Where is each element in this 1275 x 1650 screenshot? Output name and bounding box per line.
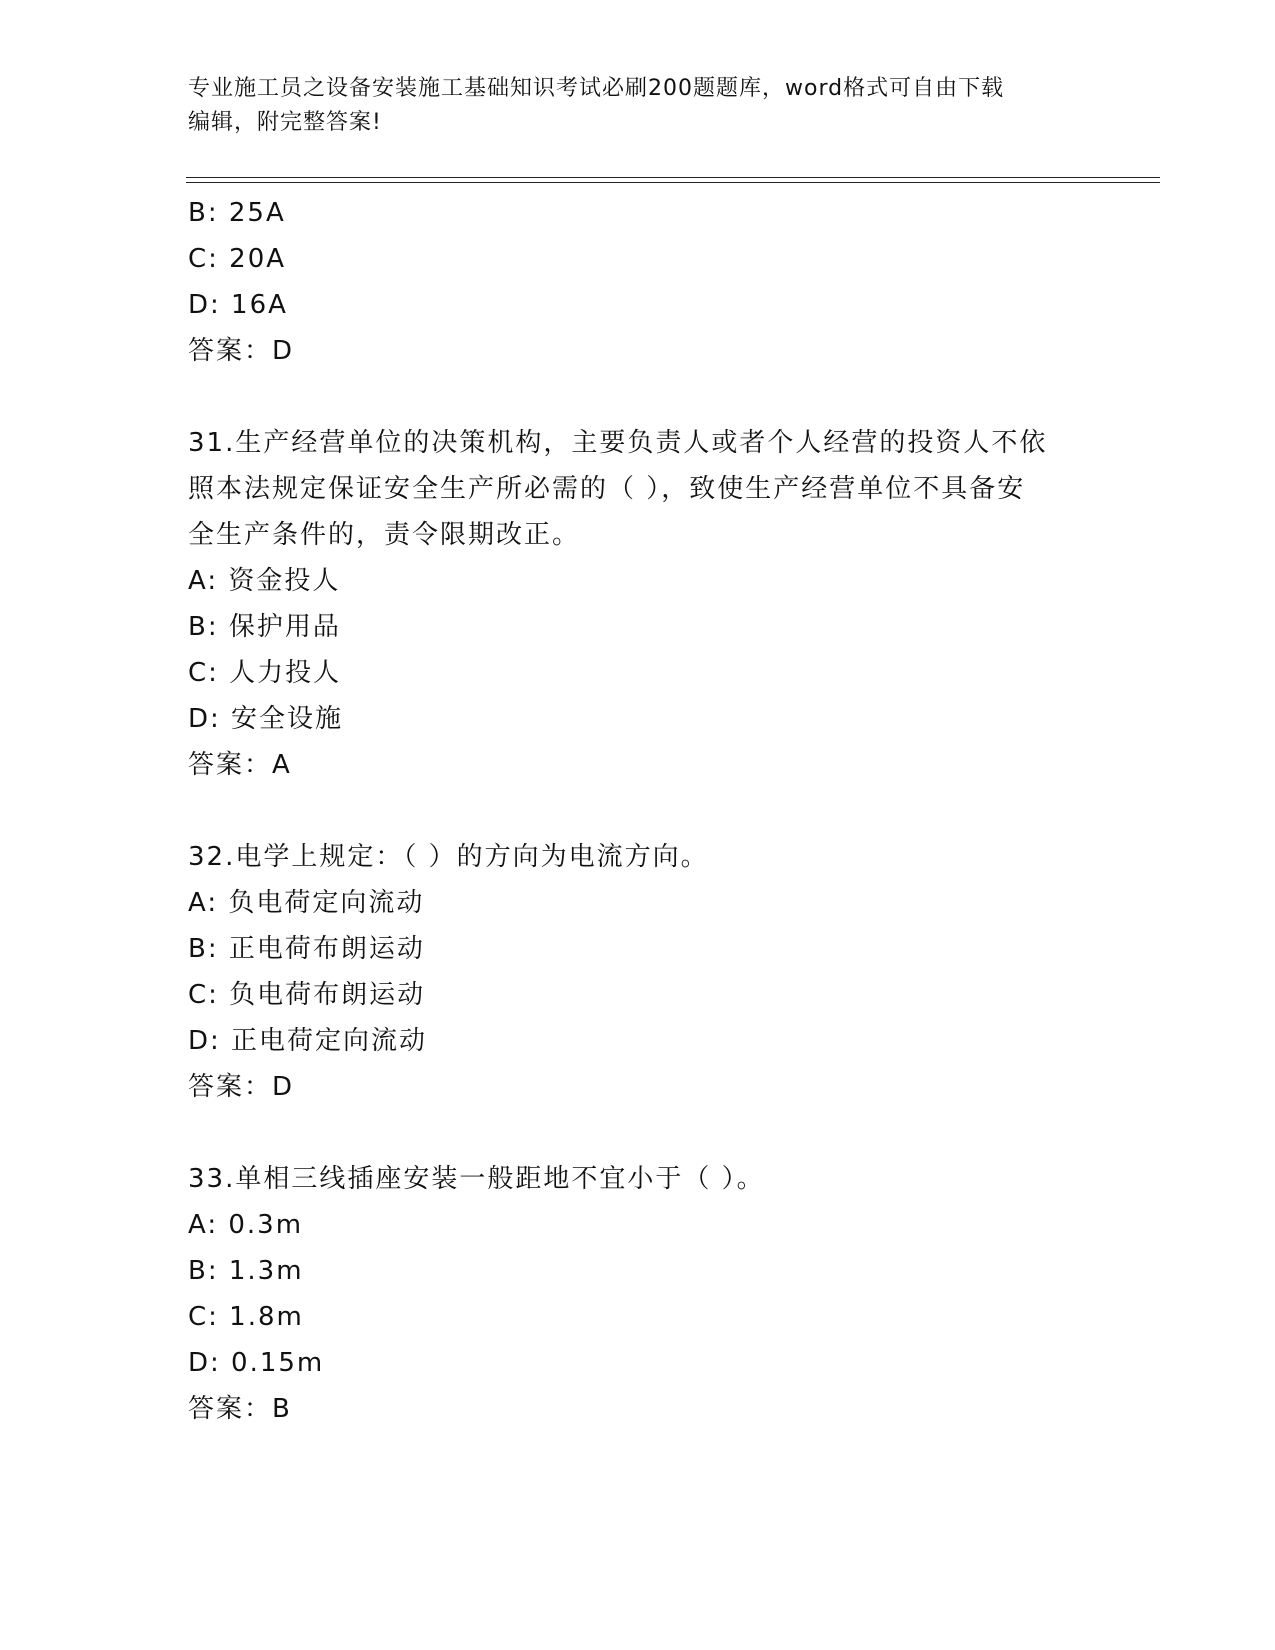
option-d: D: 0.15m (188, 1348, 325, 1378)
header-line-1: 专业施工员之设备安装施工基础知识考试必刷200题题库，word格式可自由下载 (188, 76, 1005, 101)
header-line-2: 编辑，附完整答案! (188, 110, 382, 135)
question-text-line: 32.电学上规定：（ ）的方向为电流方向。 (188, 842, 709, 872)
option-c: C: 20A (188, 244, 287, 274)
option-b: B: 1.3m (188, 1256, 304, 1286)
question-33 (188, 1156, 1088, 1432)
option-b: B: 正电荷布朗运动 (188, 934, 425, 964)
answer-line: 答案：A (188, 750, 292, 780)
header-divider-bottom (186, 182, 1160, 183)
question-32 (188, 834, 1088, 1110)
option-a: A: 负电荷定向流动 (188, 888, 425, 918)
option-a: A: 0.3m (188, 1210, 304, 1240)
question-31 (188, 420, 1088, 788)
answer-line: 答案：D (188, 336, 295, 366)
option-c: C: 负电荷布朗运动 (188, 980, 426, 1010)
question-text-line: 33.单相三线插座安装一般距地不宜小于（ ）。 (188, 1164, 765, 1194)
option-d: D: 正电荷定向流动 (188, 1026, 428, 1056)
document-header (188, 72, 1088, 140)
document-body (188, 190, 1088, 1432)
header-divider-top (186, 177, 1160, 178)
option-b: B: 保护用品 (188, 612, 341, 642)
question-text-line: 照本法规定保证安全生产所必需的（ ），致使生产经营单位不具备安 (188, 474, 1026, 504)
question-fragment (188, 190, 1088, 374)
option-d: D: 安全设施 (188, 704, 344, 734)
option-c: C: 1.8m (188, 1302, 304, 1332)
option-a: A: 资金投人 (188, 566, 341, 596)
option-d: D: 16A (188, 290, 288, 320)
question-text-line: 全生产条件的，责令限期改正。 (188, 520, 581, 550)
question-text-line: 31.生产经营单位的决策机构，主要负责人或者个人经营的投资人不依 (188, 428, 1048, 458)
answer-line: 答案：D (188, 1072, 295, 1102)
answer-line: 答案：B (188, 1394, 292, 1424)
option-c: C: 人力投人 (188, 658, 342, 688)
option-b: B: 25A (188, 198, 286, 228)
